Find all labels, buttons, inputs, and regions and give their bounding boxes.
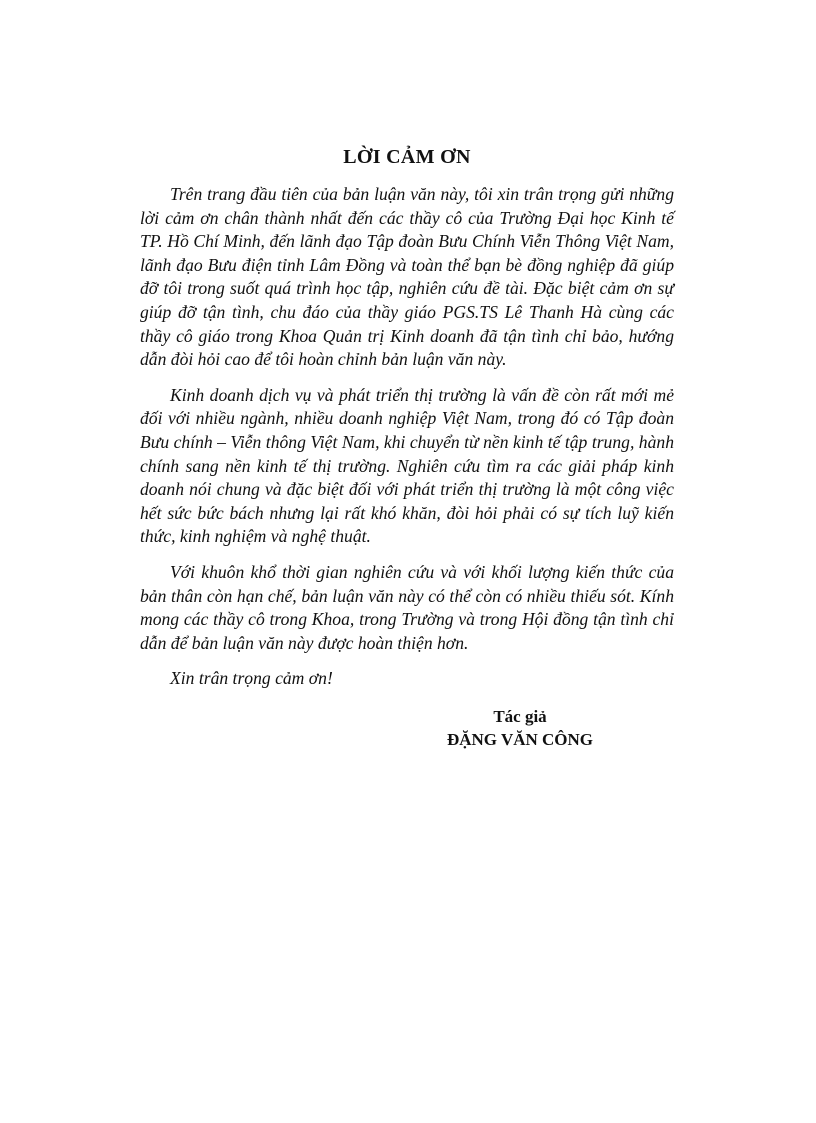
document-body bbox=[140, 183, 674, 691]
signature-role: Tác giả bbox=[493, 707, 547, 726]
document-page bbox=[140, 0, 674, 1123]
page-title: LỜI CẢM ƠN bbox=[343, 146, 471, 168]
closing-line: Xin trân trọng cảm ơn! bbox=[170, 668, 333, 689]
paragraph-3: Với khuôn khổ thời gian nghiên cứu và với khối lượng kiến thức của bản thân còn hạn chế, bản luận văn này có thể còn có nhiều thiếu sót. Kính mong các thầy cô trong Khoa, trong Trường và trong Hội đồng tận tình chỉ dẫn để bản luận văn này được hoàn thiện hơn. bbox=[140, 561, 674, 653]
paragraph-1: Trên trang đầu tiên của bản luận văn này, tôi xin trân trọng gửi những lời cảm ơn chân thành nhất đến các thầy cô của Trường Đại học Kinh tế TP. Hồ Chí Minh, đến lãnh đạo Tập đoàn Bưu Chính Viễn Thông Việt Nam, lãnh đạo Bưu điện tỉnh Lâm Đồng và toàn thể bạn bè đồng nghiệp đã giúp đỡ tôi trong suốt quá trình học tập, nghiên cứu đề tài. Đặc biệt cảm ơn sự giúp đỡ tận tình, chu đáo của thầy giáo PGS.TS Lê Thanh Hà cùng các thầy cô giáo trong Khoa Quản trị Kinh doanh đã tận tình chỉ bảo, hướng dẫn đòi hỏi cao để tôi hoàn chỉnh bản luận văn này. bbox=[140, 184, 674, 370]
paragraph-2: Kinh doanh dịch vụ và phát triển thị trường là vấn đề còn rất mới mẻ đối với nhiều ngành, nhiều doanh nghiệp Việt Nam, trong đó có Tập đoàn Bưu chính – Viễn thông Việt Nam, khi chuyển từ nền kinh tế tập trung, hành chính sang nền kinh tế thị trường. Nghiên cứu tìm ra các giải pháp kinh doanh nói chung và đặc biệt đối với phát triển thị trường là một công việc hết sức bức bách nhưng lại rất khó khăn, đòi hỏi phải có sự tích luỹ kiến thức, kinh nghiệm và nghệ thuật. bbox=[140, 384, 674, 547]
signature-block bbox=[420, 705, 620, 751]
signature-name: ĐẶNG VĂN CÔNG bbox=[446, 730, 594, 749]
